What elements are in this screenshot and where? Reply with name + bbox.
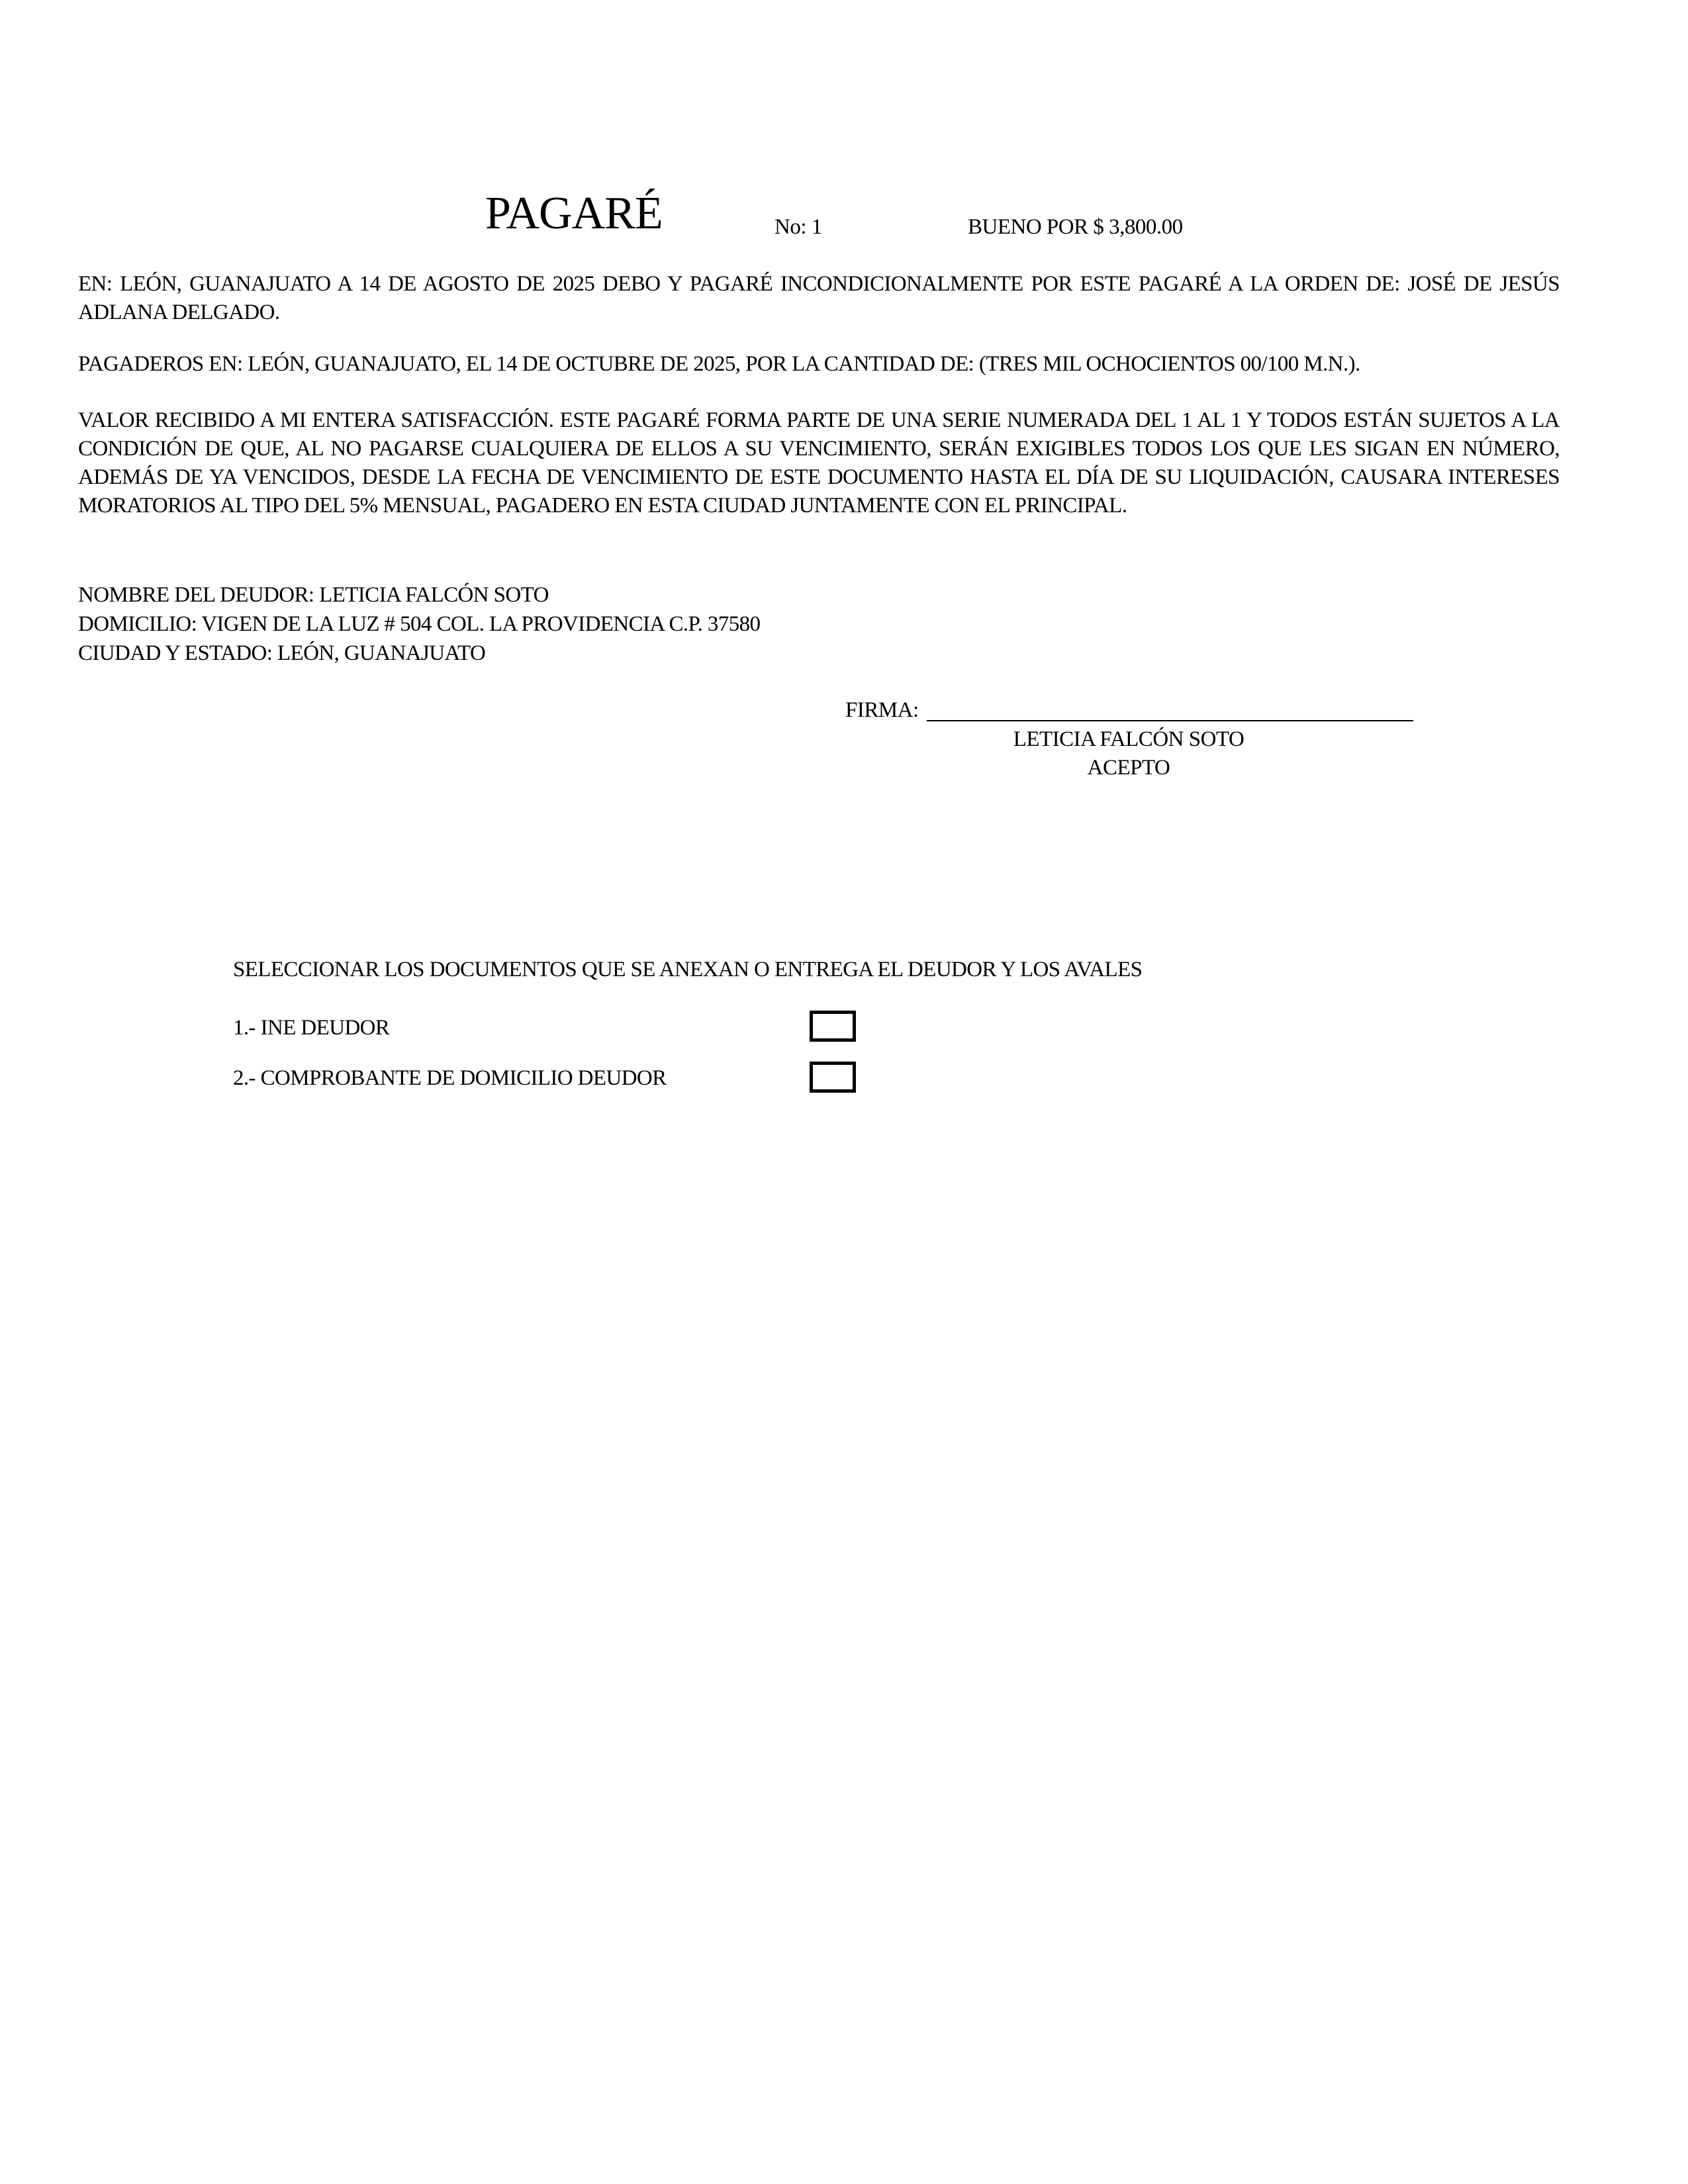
- debtor-name: NOMBRE DEL DEUDOR: LETICIA FALCÓN SOTO: [78, 583, 549, 607]
- document-item-label: 1.- INE DEUDOR: [233, 1016, 390, 1040]
- paragraph-conditions: VALOR RECIBIDO A MI ENTERA SATISFACCIÓN. ESTE PAGARÉ FORMA PARTE DE UNA SERIE NUMERADA DEL 1 AL 1 Y TODOS ESTÁN SUJETOS A LA CONDICIÓN DE QUE, AL NO PAGARSE CUALQUIERA DE ELLOS A SU VENCIMIENTO, SERÁN EXIGIBLES TODOS LOS QUE LES SIGAN EN NÚMERO, ADEMÁS DE YA VENCIDOS, DESDE LA FECHA DE VENCIMIENTO DE ESTE DOCUMENTO HASTA EL DÍA DE SU LIQUIDACIÓN, CAUSARA INTERESES MORATORIOS AL TIPO DEL 5% MENSUAL, PAGADERO EN ESTA CIUDAD JUNTAMENTE CON EL PRINCIPAL.: [78, 408, 1560, 518]
- promissory-note-number: No: 1: [774, 215, 822, 239]
- debtor-city-state: CIUDAD Y ESTADO: LEÓN, GUANAJUATO: [78, 641, 486, 665]
- ine-deudor-checkbox[interactable]: [810, 1011, 856, 1042]
- document-title: PAGARÉ: [485, 188, 663, 239]
- signature-label: FIRMA:: [845, 698, 919, 722]
- signer-name: LETICIA FALCÓN SOTO: [1013, 727, 1244, 751]
- paragraph-payment-terms: PAGADEROS EN: LEÓN, GUANAJUATO, EL 14 DE OCTUBRE DE 2025, POR LA CANTIDAD DE: (TRES MIL OCHOCIENTOS 00/100 M.N.).: [78, 352, 1360, 376]
- paragraph-issue-statement: EN: LEÓN, GUANAJUATO A 14 DE AGOSTO DE 2025 DEBO Y PAGARÉ INCONDICIONALMENTE POR ESTE PAGARÉ A LA ORDEN DE: JOSÉ DE JESÚS ADLANA DELGADO.: [78, 272, 1560, 324]
- debtor-address: DOMICILIO: VIGEN DE LA LUZ # 504 COL. LA PROVIDENCIA C.P. 37580: [78, 612, 761, 636]
- accept-label: ACEPTO: [1087, 756, 1170, 780]
- documents-section-title: SELECCIONAR LOS DOCUMENTOS QUE SE ANEXAN O ENTREGA EL DEUDOR Y LOS AVALES: [233, 958, 1143, 981]
- comprobante-domicilio-checkbox[interactable]: [810, 1062, 856, 1093]
- document-item-label: 2.- COMPROBANTE DE DOMICILIO DEUDOR: [233, 1066, 667, 1090]
- signature-line[interactable]: [927, 720, 1413, 721]
- amount-due: BUENO POR $ 3,800.00: [968, 215, 1183, 239]
